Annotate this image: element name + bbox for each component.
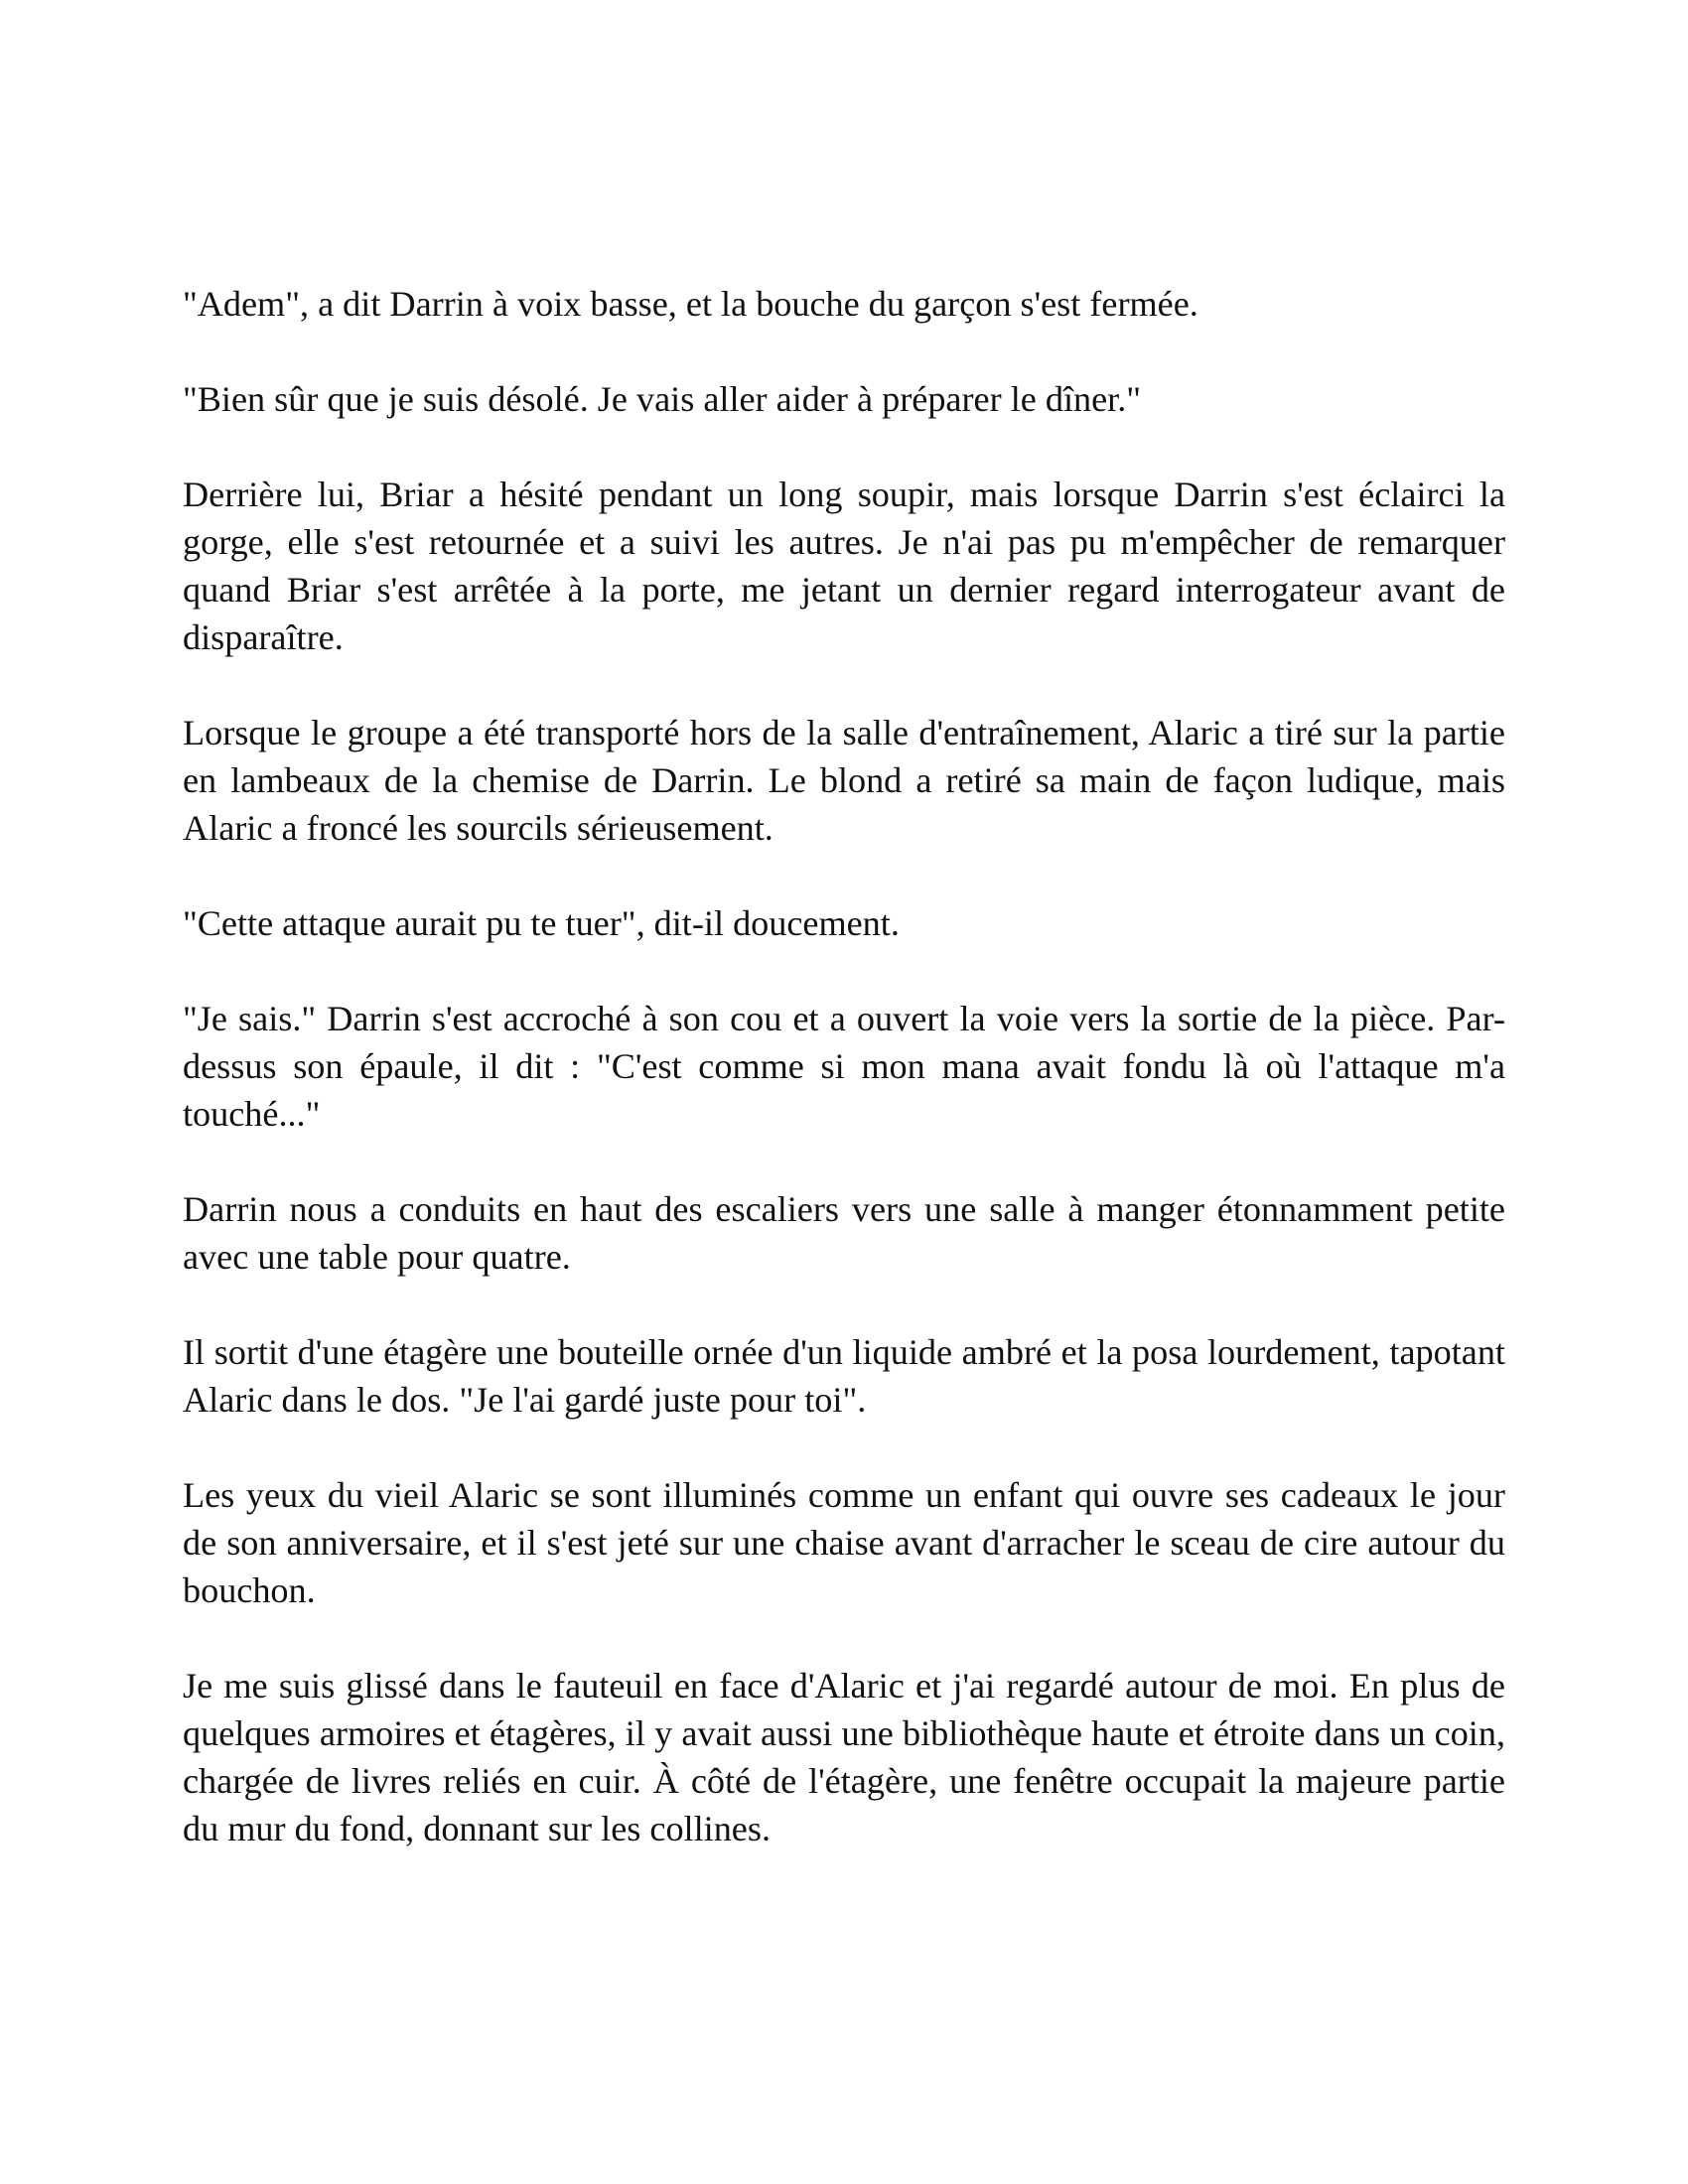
- paragraph: "Adem", a dit Darrin à voix basse, et la bouche du garçon s'est fermée.: [183, 284, 1198, 324]
- paragraph: "Je sais." Darrin s'est accroché à son cou et a ouvert la voie vers la sortie de la pièce. Par-dessus son épaule, il dit : "C'est comme si mon mana avait fondu là où l'attaque m'a touché...": [183, 999, 1505, 1134]
- body-text: [183, 280, 1505, 1900]
- paragraph: "Cette attaque aurait pu te tuer", dit-il doucement.: [183, 903, 900, 943]
- paragraph: Je me suis glissé dans le fauteuil en face d'Alaric et j'ai regardé autour de moi. En plus de quelques armoires et étagères, il y avait aussi une bibliothèque haute et étroite dans un coin, chargée de livres reliés en cuir. À côté de l'étagère, une fenêtre occupait la majeure partie du mur du fond, donnant sur les collines.: [183, 1666, 1505, 1848]
- paragraph: Les yeux du vieil Alaric se sont illuminés comme un enfant qui ouvre ses cadeaux le jour de son anniversaire, et il s'est jeté sur une chaise avant d'arracher le sceau de cire autour du bouchon.: [183, 1475, 1505, 1610]
- paragraph: Derrière lui, Briar a hésité pendant un long soupir, mais lorsque Darrin s'est éclairci la gorge, elle s'est retournée et a suivi les autres. Je n'ai pas pu m'empêcher de remarquer quand Briar s'est arrêtée à la porte, me jetant un dernier regard interrogateur avant de disparaître.: [183, 475, 1505, 657]
- paragraph: Darrin nous a conduits en haut des escaliers vers une salle à manger étonnamment petite avec une table pour quatre.: [183, 1189, 1505, 1277]
- paragraph: Lorsque le groupe a été transporté hors de la salle d'entraînement, Alaric a tiré sur la partie en lambeaux de la chemise de Darrin. Le blond a retiré sa main de façon ludique, mais Alaric a froncé les sourcils sérieusement.: [183, 713, 1505, 848]
- paragraph: Il sortit d'une étagère une bouteille ornée d'un liquide ambré et la posa lourdement, tapotant Alaric dans le dos. "Je l'ai gardé juste pour toi".: [183, 1332, 1505, 1420]
- paragraph: "Bien sûr que je suis désolé. Je vais aller aider à préparer le dîner.": [183, 379, 1142, 419]
